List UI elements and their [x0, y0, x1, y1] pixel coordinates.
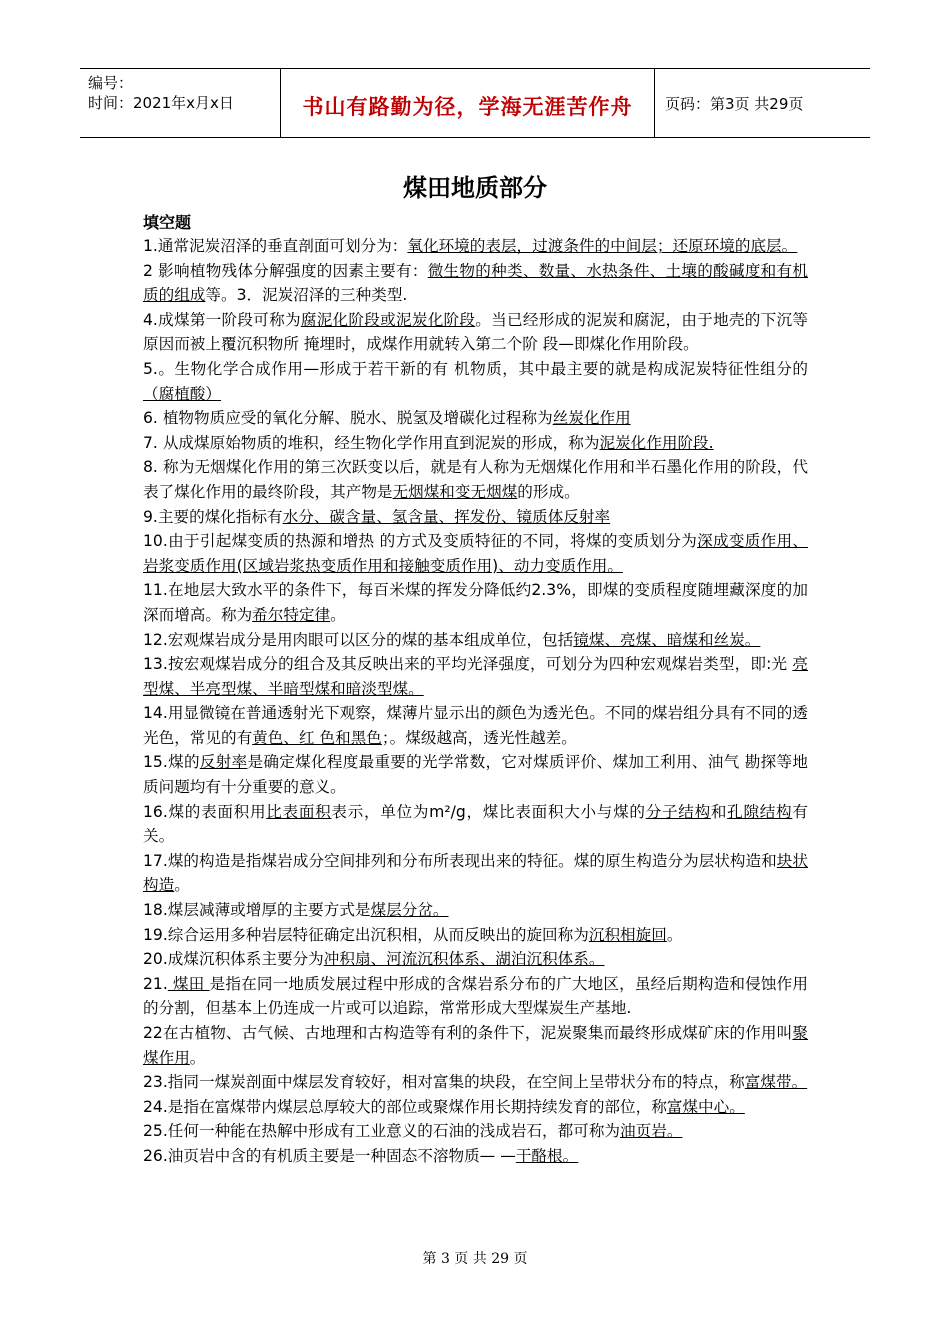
- answer-text: 聚煤作用: [143, 1024, 808, 1067]
- question-item: [143, 578, 808, 627]
- question-item: [143, 750, 808, 799]
- question-item: [143, 505, 808, 530]
- answer-text: 富煤中心。: [666, 1097, 745, 1116]
- question-item: [143, 1095, 808, 1120]
- question-text: 表示，单位为m²/g，煤比表面积大小与煤的: [331, 802, 646, 821]
- answer-text: 煤层分岔。: [370, 901, 449, 920]
- question-text: 的形成。: [517, 482, 580, 501]
- page-code: 页码：第3页 共29页: [665, 95, 804, 113]
- question-text: 22在古植物、古气候、古地理和古构造等有利的条件下，泥炭聚集而最终形成煤矿床的作用叫: [143, 1024, 793, 1042]
- page-footer: 第 3 页 共 29 页: [422, 1251, 528, 1267]
- answer-text: 希尔特定律: [252, 605, 331, 624]
- answer-text: 煤田: [167, 974, 210, 993]
- answer-text: 深成变质作用、岩浆变质作用(区域岩浆热变质作用和接触变质作用)、动力变质作用。: [143, 532, 808, 575]
- question-text: 是确定煤化程度最重要的光学常数，它对煤质评价、煤加工利用、油气 勘探等地质问题均有十分重要的意义。: [143, 753, 808, 797]
- time-label: 时间：2021年x月x日: [88, 94, 234, 112]
- answer-text: 腐泥化阶段或泥炭化阶段: [300, 310, 476, 329]
- question-text: ；。煤级越高，透光性越差。: [381, 728, 577, 747]
- question-text: 是指在同一地质发展过程中形成的含煤岩系分布的广大地区，虽经后期构造和侵蚀作用的分割，但基本上仍连成一片或可以追踪，常常形成大型煤炭生产基地.: [143, 974, 808, 1018]
- answer-text: 干酪根。: [515, 1146, 579, 1165]
- question-item: [143, 972, 808, 1021]
- answer-text: 亮型煤、半亮型煤、半暗型煤和暗淡型煤。: [143, 655, 808, 698]
- header-motto-cell: [281, 69, 655, 137]
- answer-text: 镜煤、亮煤、暗煤和丝炭。: [573, 630, 761, 649]
- question-item: [143, 259, 808, 308]
- question-text: 8. 称为无烟煤化作用的第三次跃变以后，就是有人称为无烟煤化作用和半石墨化作用的阶段，代表了煤化作用的最终阶段，其产物是: [143, 458, 808, 501]
- question-text: 。: [174, 876, 190, 895]
- answer-text: 分子结构: [645, 802, 711, 821]
- question-item: [143, 849, 808, 898]
- answer-text: 无烟煤和变无烟煤: [392, 482, 518, 501]
- question-text: 25.任何一种能在热解中形成有工业意义的石油的浅成岩石，都可称为: [143, 1122, 621, 1141]
- answer-text: 冲积扇、河流沉积体系、湖泊沉积体系。: [323, 950, 605, 969]
- question-text: 11.在地层大致水平的条件下，每百米煤的挥发分降低约2.3%，即煤的变质程度随埋藏深度的加深而增高。称为: [143, 581, 808, 624]
- question-item: [143, 406, 808, 431]
- question-item: [143, 308, 808, 357]
- question-text: 9.主要的煤化指标有: [143, 507, 283, 526]
- answer-text: 微生物的种类、数量、水热条件、土壤的酸碱度和有机质的组成: [143, 261, 808, 305]
- question-text: 20.成煤沉积体系主要分为: [143, 950, 324, 969]
- answer-text: 黄色、红 色和黑色: [252, 728, 382, 747]
- question-text: 19.综合运用多种岩层特征确定出沉积相，从而反映出的旋回称为: [143, 925, 589, 944]
- answer-text: 比表面积: [266, 802, 332, 821]
- page-header: [80, 68, 870, 138]
- question-text: 和: [710, 802, 728, 821]
- question-text: 18.煤层减薄或增厚的主要方式是: [143, 901, 371, 920]
- question-text: 17.煤的构造是指煤岩成分空间排列和分布所表现出来的特征。煤的原生构造分为层状构造和: [143, 851, 777, 870]
- question-item: [143, 947, 808, 972]
- answer-text: 块状构造: [143, 851, 808, 895]
- question-item: [143, 628, 808, 653]
- question-text: 26.油页岩中含的有机质主要是一种固态不溶物质— —: [143, 1146, 516, 1165]
- question-list: [143, 234, 808, 1169]
- question-text: 。: [189, 1048, 206, 1067]
- section-title: 填空题: [143, 213, 192, 232]
- question-item: [143, 1144, 808, 1169]
- question-text: 13.按宏观煤岩成分的组合及其反映出来的平均光泽强度，可划分为四种宏观煤岩类型，即:光: [143, 655, 793, 674]
- question-text: 14.用显微镜在普通透射光下观察，煤薄片显示出的颜色为透光色。不同的煤岩组分具有不同的透光色，常见的有: [143, 704, 808, 747]
- answer-text: 富煤带。: [744, 1073, 808, 1092]
- question-text: 有关。: [143, 802, 808, 846]
- motto: 书山有路勤为径，学海无涯苦作舟: [302, 94, 633, 119]
- answer-text: （腐植酸）: [143, 384, 221, 403]
- answer-text: 沉积相旋回: [588, 925, 667, 944]
- question-text: 4.成煤第一阶段可称为: [143, 310, 301, 329]
- question-item: [143, 357, 808, 406]
- question-item: [143, 431, 808, 456]
- question-text: 10.由于引起煤变质的热源和增热 的方式及变质特征的不同，将煤的变质划分为: [143, 532, 698, 551]
- question-item: [143, 1021, 808, 1070]
- answer-text: 水分、碳含量、氢含量、挥发份、镜质体反射率: [282, 507, 611, 526]
- question-text: 5.。生物化学合成作用—形成于若干新的有 机物质，其中最主要的就是构成泥炭特征性组分的: [143, 359, 808, 378]
- question-item: [143, 898, 808, 923]
- question-text: 24.是指在富煤带内煤层总厚较大的部位或聚煤作用长期持续发育的部位，称: [143, 1097, 667, 1116]
- question-text: 。: [666, 925, 683, 944]
- question-item: [143, 652, 808, 701]
- header-info-cell: [80, 69, 281, 137]
- question-text: 2 影响植物残体分解强度的因素主要有：: [143, 261, 428, 280]
- document-title: 煤田地质部分: [403, 174, 547, 202]
- question-item: [143, 923, 808, 948]
- answer-text: 泥炭化作用阶段.: [599, 433, 714, 452]
- question-text: 21.: [143, 974, 168, 993]
- answer-text: 油页岩。: [620, 1122, 683, 1141]
- answer-text: 孔隙结构: [727, 802, 793, 821]
- answer-text: 反射率: [199, 753, 248, 772]
- question-item: [143, 800, 808, 849]
- question-item: [143, 234, 808, 259]
- question-item: [143, 455, 808, 504]
- answer-text: 氧化环境的表层，过渡条件的中间层；还原环境的底层。: [407, 237, 798, 255]
- question-text: 23.指同一煤炭剖面中煤层发育较好，相对富集的块段，在空间上呈带状分布的特点，称: [143, 1073, 745, 1092]
- question-item: [143, 1119, 808, 1144]
- question-item: [143, 1070, 808, 1095]
- header-page-cell: [655, 69, 870, 137]
- question-text: 7. 从成煤原始物质的堆积，经生物化学作用直到泥炭的形成，称为: [143, 433, 600, 452]
- question-text: 。: [330, 605, 346, 624]
- question-text: 15.煤的: [143, 753, 200, 772]
- question-text: 。当已经形成的泥炭和腐泥，由于地壳的下沉等原因而被上覆沉积物所 掩埋时，成煤作用就转入第二个阶 段—即煤化作用阶段。: [143, 310, 808, 354]
- question-text: 12.宏观煤岩成分是用肉眼可以区分的煤的基本组成单位，包括: [143, 630, 574, 649]
- question-text: 1.通常泥炭沼泽的垂直剖面可划分为：: [143, 237, 408, 255]
- question-text: 16.煤的表面积用: [143, 802, 267, 821]
- question-text: 6. 植物物质应受的氧化分解、脱水、脱氢及增碳化过程称为: [143, 409, 553, 428]
- question-item: [143, 529, 808, 578]
- answer-text: 丝炭化作用: [552, 409, 631, 428]
- number-label: 编号：: [88, 74, 134, 92]
- question-text: 等。3．泥炭沼泽的三种类型.: [205, 286, 408, 305]
- question-item: [143, 701, 808, 750]
